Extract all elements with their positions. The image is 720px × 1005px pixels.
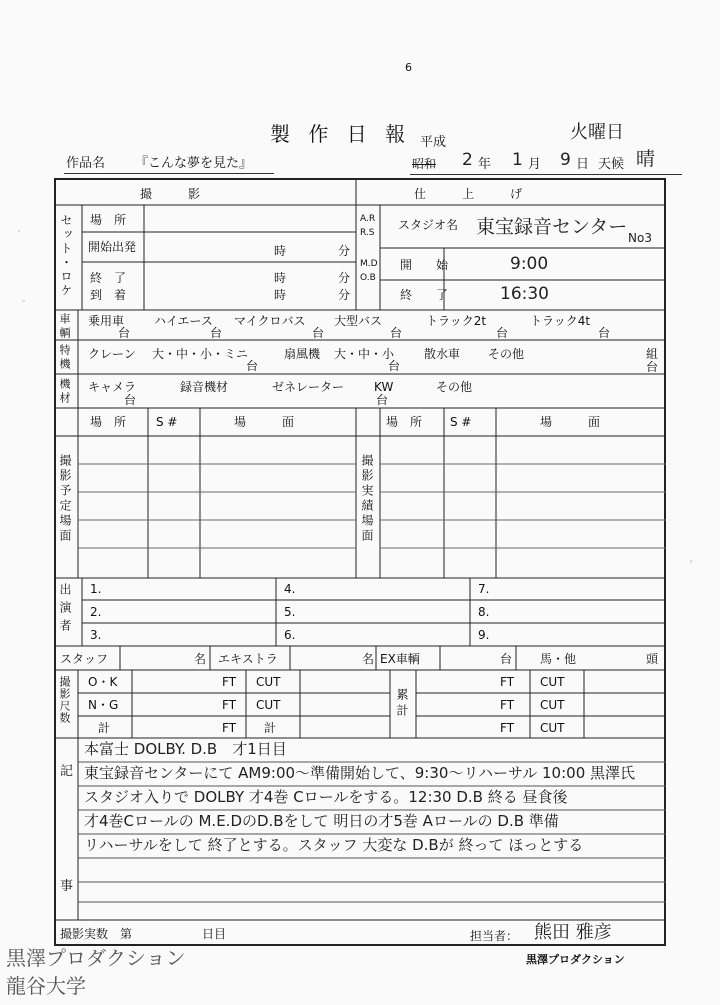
person-value: 熊田 雅彦	[534, 922, 612, 943]
label-ji-2: 時	[274, 271, 287, 285]
cast-number: 1.	[90, 582, 102, 596]
vehicle-item: トラック4t	[530, 314, 591, 328]
unit-dai: 台	[390, 326, 403, 340]
label-ob: O.B	[360, 273, 376, 283]
unit-ft: FT	[500, 721, 515, 735]
watermark-line1: 黒澤プロダクション	[6, 946, 186, 970]
label-vehicles: 車輌	[58, 313, 71, 341]
unit-dai: 台	[646, 360, 659, 374]
label-kaishi: 開 始	[400, 258, 449, 272]
fan-sizes: 大・中・小	[334, 347, 395, 361]
label-shuryo2: 終 了	[400, 288, 449, 302]
label-kaishi-shuppatsu: 開始出発	[88, 240, 137, 254]
label-camera: キャメラ	[88, 380, 137, 394]
label-md: M.D	[360, 259, 378, 269]
label-kei: 計	[98, 721, 111, 735]
page-title: 製 作 日 報	[270, 122, 412, 146]
label-other: その他	[436, 380, 473, 394]
unit-dai: 台	[496, 326, 509, 340]
header-shiage: 仕 上 げ	[414, 187, 523, 201]
work-label: 作品名	[66, 156, 106, 171]
label-ji-1: 時	[274, 244, 287, 258]
work-title: 『こんな夢を見た』	[135, 156, 253, 171]
scene-sno-left: S #	[156, 415, 178, 429]
label-ok: O・K	[88, 675, 118, 689]
label-fun-2: 分	[338, 271, 351, 285]
note-line: スタジオ入りで DOLBY 才4巻 Cロールをする。12:30 D.B 終る 昼食後	[84, 788, 568, 806]
scene-bamen-left: 場 面	[234, 415, 295, 429]
unit-dai: 台	[388, 359, 401, 373]
label-other: その他	[488, 347, 525, 361]
unit-kumi: 組	[646, 347, 659, 361]
cast-number: 7.	[478, 582, 490, 596]
vehicle-item: 大型バス	[334, 314, 383, 328]
vehicle-item: ハイエース	[154, 314, 213, 328]
crane-sizes: 大・中・小・ミニ	[152, 347, 249, 361]
label-rs: R.S	[360, 228, 375, 238]
month-label: 月	[528, 157, 542, 172]
label-ji: 事	[60, 879, 74, 894]
unit-dai: 台	[210, 326, 223, 340]
day-label: 日	[576, 157, 590, 172]
label-set-loca: セット・ロケ	[59, 214, 73, 298]
label-fun-3: 分	[338, 288, 351, 302]
cast-number: 6.	[284, 628, 296, 642]
note-line: リハーサルをして 終了とする。スタッフ 大変な D.Bが 終って ほっとする	[84, 836, 584, 854]
label-fun-1: 分	[338, 244, 351, 258]
unit-ft: FT	[222, 698, 237, 712]
weather-value: 晴	[636, 148, 656, 170]
label-planned: 撮影予定場面	[58, 454, 72, 544]
label-water: 散水車	[424, 347, 461, 361]
unit-cut: CUT	[540, 675, 565, 689]
month-value: 1	[512, 150, 523, 170]
era-old: 昭和	[412, 157, 437, 171]
label-studio: スタジオ名	[398, 218, 459, 232]
unit-ft: FT	[500, 698, 515, 712]
label-tochaku: 到 着	[90, 288, 127, 302]
cast-number: 4.	[284, 582, 296, 596]
cast-number: 3.	[90, 628, 102, 642]
weekday-handwritten: 火曜日	[570, 122, 624, 143]
label-generator: ゼネレーター	[272, 380, 345, 394]
scene-basho-left: 場 所	[90, 415, 127, 429]
unit-dai: 台	[246, 359, 259, 373]
label-days: 撮影実数 第	[60, 927, 133, 941]
day-value: 9	[560, 150, 571, 170]
unit-dai: 台	[376, 393, 389, 407]
label-ex-car: EX車輌	[380, 652, 420, 666]
unit-dai: 台	[500, 652, 513, 666]
label-cast: 出演者	[58, 583, 72, 637]
label-recorder: 録音機材	[180, 380, 229, 394]
studio-value: 東宝録音センター	[476, 216, 628, 238]
label-shuryo: 終 了	[90, 271, 127, 285]
scene-basho-right: 場 所	[386, 415, 423, 429]
unit-mei: 名	[194, 652, 207, 666]
vehicle-item: 乗用車	[88, 314, 125, 328]
label-fan: 扇風機	[284, 347, 321, 361]
unit-days: 日目	[202, 927, 227, 941]
note-line: 本富士 DOLBY. D.B 才1日目	[84, 740, 287, 758]
unit-dai: 台	[124, 393, 137, 407]
label-special: 特機	[58, 344, 71, 372]
label-ruikei: 累計	[395, 688, 409, 720]
cast-number: 5.	[284, 605, 296, 619]
company-name: 黒澤プロダクション	[526, 953, 625, 966]
label-footage: 撮影尺数	[58, 676, 71, 724]
header-satsuei: 撮 影	[140, 187, 201, 201]
studio-no: No3	[628, 231, 652, 245]
cast-number: 2.	[90, 605, 102, 619]
label-ng: N・G	[88, 698, 119, 712]
label-basho: 場 所	[90, 213, 127, 227]
label-ji-3: 時	[274, 288, 287, 302]
unit-cut: CUT	[540, 721, 565, 735]
year-label: 年	[478, 157, 492, 172]
page-mark: 6	[405, 61, 412, 74]
label-staff: スタッフ	[60, 652, 109, 666]
era-new: 平成	[420, 135, 447, 150]
year-value: 2	[462, 150, 473, 170]
watermark-line2: 龍谷大学	[6, 974, 86, 998]
unit-cut: CUT	[540, 698, 565, 712]
label-extra: エキストラ	[218, 652, 278, 666]
note-line: 東宝録音センターにて AM9:00～準備開始して、9:30～リハーサル 10:00 黒澤氏	[84, 764, 636, 782]
label-equipment: 機材	[58, 378, 71, 406]
scene-bamen-right: 場 面	[540, 415, 601, 429]
unit-mei: 名	[362, 652, 375, 666]
cast-number: 8.	[478, 605, 490, 619]
unit-cut: CUT	[256, 675, 281, 689]
label-kw: KW	[374, 380, 394, 394]
label-ar: A.R	[360, 214, 376, 224]
label-ki: 記	[60, 764, 74, 779]
label-crane: クレーン	[88, 347, 136, 361]
unit-dai: 台	[312, 326, 325, 340]
unit-ft: FT	[222, 675, 237, 689]
label-horse: 馬・他	[540, 652, 577, 666]
unit-ft: FT	[500, 675, 515, 689]
kaishi-value: 9:00	[510, 254, 549, 274]
vehicle-item: マイクロバス	[234, 314, 306, 328]
shuryo2-value: 16:30	[500, 284, 549, 304]
label-person: 担当者：	[470, 929, 519, 943]
note-line: 才4巻Cロールの M.E.DのD.Bをして 明日の才5巻 Aロールの D.B 準備	[84, 812, 559, 830]
cast-number: 9.	[478, 628, 490, 642]
unit-tou: 頭	[646, 652, 659, 666]
vehicle-item: トラック2t	[426, 314, 487, 328]
unit-dai: 台	[118, 326, 131, 340]
unit-dai: 台	[598, 326, 611, 340]
unit-cut: CUT	[256, 698, 281, 712]
unit-ft: FT	[222, 721, 237, 735]
label-kei: 計	[264, 721, 277, 735]
weather-label: 天候	[598, 157, 625, 172]
scene-sno-right: S #	[450, 415, 472, 429]
label-actual: 撮影実績場面	[360, 454, 374, 544]
